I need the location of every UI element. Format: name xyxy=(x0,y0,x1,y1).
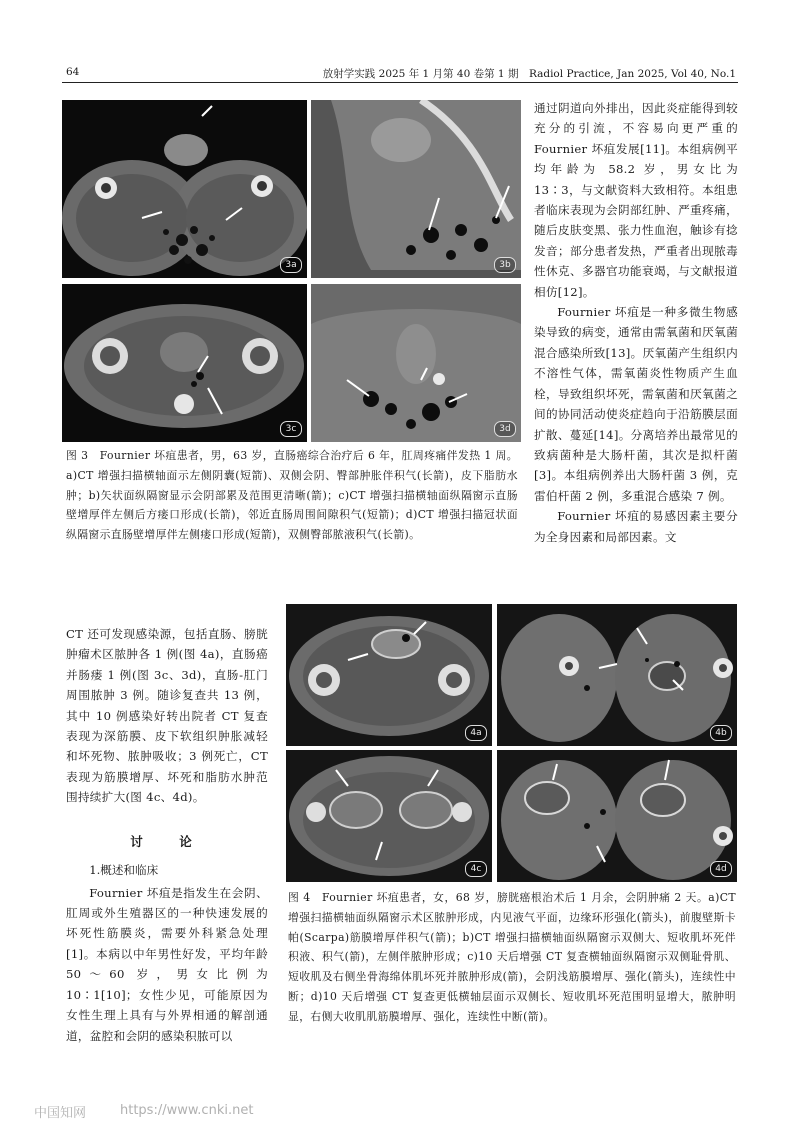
figure3-panel-3a xyxy=(62,100,307,278)
subsection-title-overview: 1.概述和临床 xyxy=(89,862,159,877)
panel-label: 3d xyxy=(494,421,516,437)
paragraph-overview: Fournier 坏疽是指发生在会阴、肛周或外生殖器区的一种快速发展的坏死性筋膜炎，需要外科紧急处理[1]。本病以中年男性好发，平均年龄 50～60 岁，男女比例为 10∶1[10]；女性少见，可能原因为女性生理上具有与外界相通的解剖通道，盆腔和会阴的感染积脓可以 xyxy=(66,885,268,1043)
panel-label: 4d xyxy=(710,861,732,877)
paragraph-continuation: 通过阴道向外排出，因此炎症能得到较充分的引流，不容易向更严重的 Fournier 坏疽发展[11]。本组病例平均年龄为 58.2 岁，男女比为 13∶3，与文献资料大致相符。本组患者临床表现为会阴部红肿、严重疼痛，随后皮肤变黑、张力性血泡，触诊有捻发音；部分患者发热，严重者出现脓毒性休克、多器官功能衰竭，与文献报道相仿[12]。 xyxy=(534,101,738,299)
paragraph-microbiology: Fournier 坏疽是一种多微生物感染导致的病变，通常由需氧菌和厌氧菌混合感染所致[13]。厌氧菌产生组织内不溶性气体，需氧菌炎性物质产生血栓，导致组织坏死，需氧菌和厌氧菌之间的协同活动使炎症趋向于沿筋膜层面扩散、蔓延[14]。分离培养出最常见的致病菌种是大肠杆菌，其次是拟杆菌[3]。本组病例养出大肠杆菌 3 例，克雷伯杆菌 2 例，多重混合感染 7 例。 xyxy=(534,305,738,503)
axial-ct-thigh-image xyxy=(497,750,737,882)
figure4-panel-4a xyxy=(286,604,492,746)
figure3-panel-3d xyxy=(311,284,521,442)
journal-running-header: 放射学实践 2025 年 1 月第 40 卷第 1 期 Radiol Practice, Jan 2025, Vol 40, No.1 xyxy=(322,68,736,80)
panel-label: 3c xyxy=(280,421,302,437)
panel-label: 4c xyxy=(465,861,487,877)
panel-label: 3b xyxy=(494,257,516,273)
figure4-caption-block xyxy=(288,888,736,1027)
figure4-panel-4d xyxy=(497,750,737,882)
paragraph-risk-factors: Fournier 坏疽的易感因素主要分为全身因素和局部因素。文 xyxy=(534,509,738,544)
axial-ct-thigh-image xyxy=(497,604,737,746)
panel-label: 4a xyxy=(465,725,487,741)
coronal-ct-pelvis-image xyxy=(311,284,521,442)
axial-ct-pelvis-image xyxy=(62,284,307,442)
axial-ct-perineum-image xyxy=(62,100,307,278)
left-column-bottom xyxy=(66,624,268,1046)
cnki-logo-text: 中国知网 xyxy=(34,1106,87,1121)
figure4-panel-4b xyxy=(497,604,737,746)
panel-label: 3a xyxy=(280,257,302,273)
sagittal-ct-pelvis-image xyxy=(311,100,521,278)
right-column-top xyxy=(534,98,738,547)
axial-ct-pelvis-image xyxy=(286,604,492,746)
section-title-discussion: 讨 论 xyxy=(130,833,204,849)
figure4-panel-4c xyxy=(286,750,492,882)
figure3-panel-3c xyxy=(62,284,307,442)
figure3-caption: 图 3 Fournier 坏疽患者，男，63 岁，直肠癌综合治疗后 6 年，肛周疼痛伴发热 1 周。a)CT 增强扫描横轴面示左侧阴囊(短箭)、双侧会阴、臀部肿胀伴积气(长箭)，皮下脂肪水肿；b)矢状面纵隔窗显示会阴部累及范围更清晰(箭)；c)CT 增强扫描横轴面纵隔窗示直肠壁增厚伴左侧后方瘘口形成(长箭)，邻近直肠周围间隙积气(短箭)；d)CT 增强扫描冠状面纵隔窗示直肠壁增厚伴左侧瘘口形成(短箭)，双侧臀部脓液积气(长箭)。 xyxy=(66,449,518,542)
cnki-url[interactable]: https://www.cnki.net xyxy=(120,1103,254,1118)
panel-label: 4b xyxy=(710,725,732,741)
header-rule xyxy=(62,82,738,83)
figure3-panel-3b xyxy=(311,100,521,278)
page-number: 64 xyxy=(66,66,80,78)
figure4-caption: 图 4 Fournier 坏疽患者，女，68 岁，膀胱癌根治术后 1 月余，会阴肿痛 2 天。a)CT 增强扫描横轴面纵隔窗示术区脓肿形成，内见液气平面，边缘环形强化(箭头)，前腹壁斯卡帕(Scarpa)筋膜增厚伴积气(箭)；b)CT 增强扫描横轴面纵隔窗示双侧大、短收肌坏死伴积液、积气(箭)，左侧伴脓肿形成；c)10 天后增强 CT 复查横轴面纵隔窗示双侧耻骨肌、短收肌及右侧坐骨海绵体肌坏死并脓肿形成(箭)，会阴浅筋膜增厚、强化(箭头)，连续性中断；d)10 天后增强 CT 复查更低横轴层面示双侧长、短收肌坏死范围明显增大，脓肿明显，右侧大收肌肌筋膜增厚、强化，连续性中断(箭)。 xyxy=(288,891,736,1023)
figure3-caption-block xyxy=(66,446,518,545)
paragraph-ct-findings: CT 还可发现感染源，包括直肠、膀胱肿瘤术区脓肿各 1 例(图 4a)，直肠癌并肠瘘 1 例(图 3c、3d)，直肠-肛门周围脓肿 3 例。随诊复查共 13 例，其中 10 例感染好转出院者 CT 复查表现为深筋膜、皮下软组织肿胀减轻和坏死物、脓肿吸收；3 例死亡，CT 表现为筋膜增厚、坏死和脂肪水肿范围持续扩大(图 4c、4d)。 xyxy=(66,627,268,805)
axial-ct-pelvis-image xyxy=(286,750,492,882)
